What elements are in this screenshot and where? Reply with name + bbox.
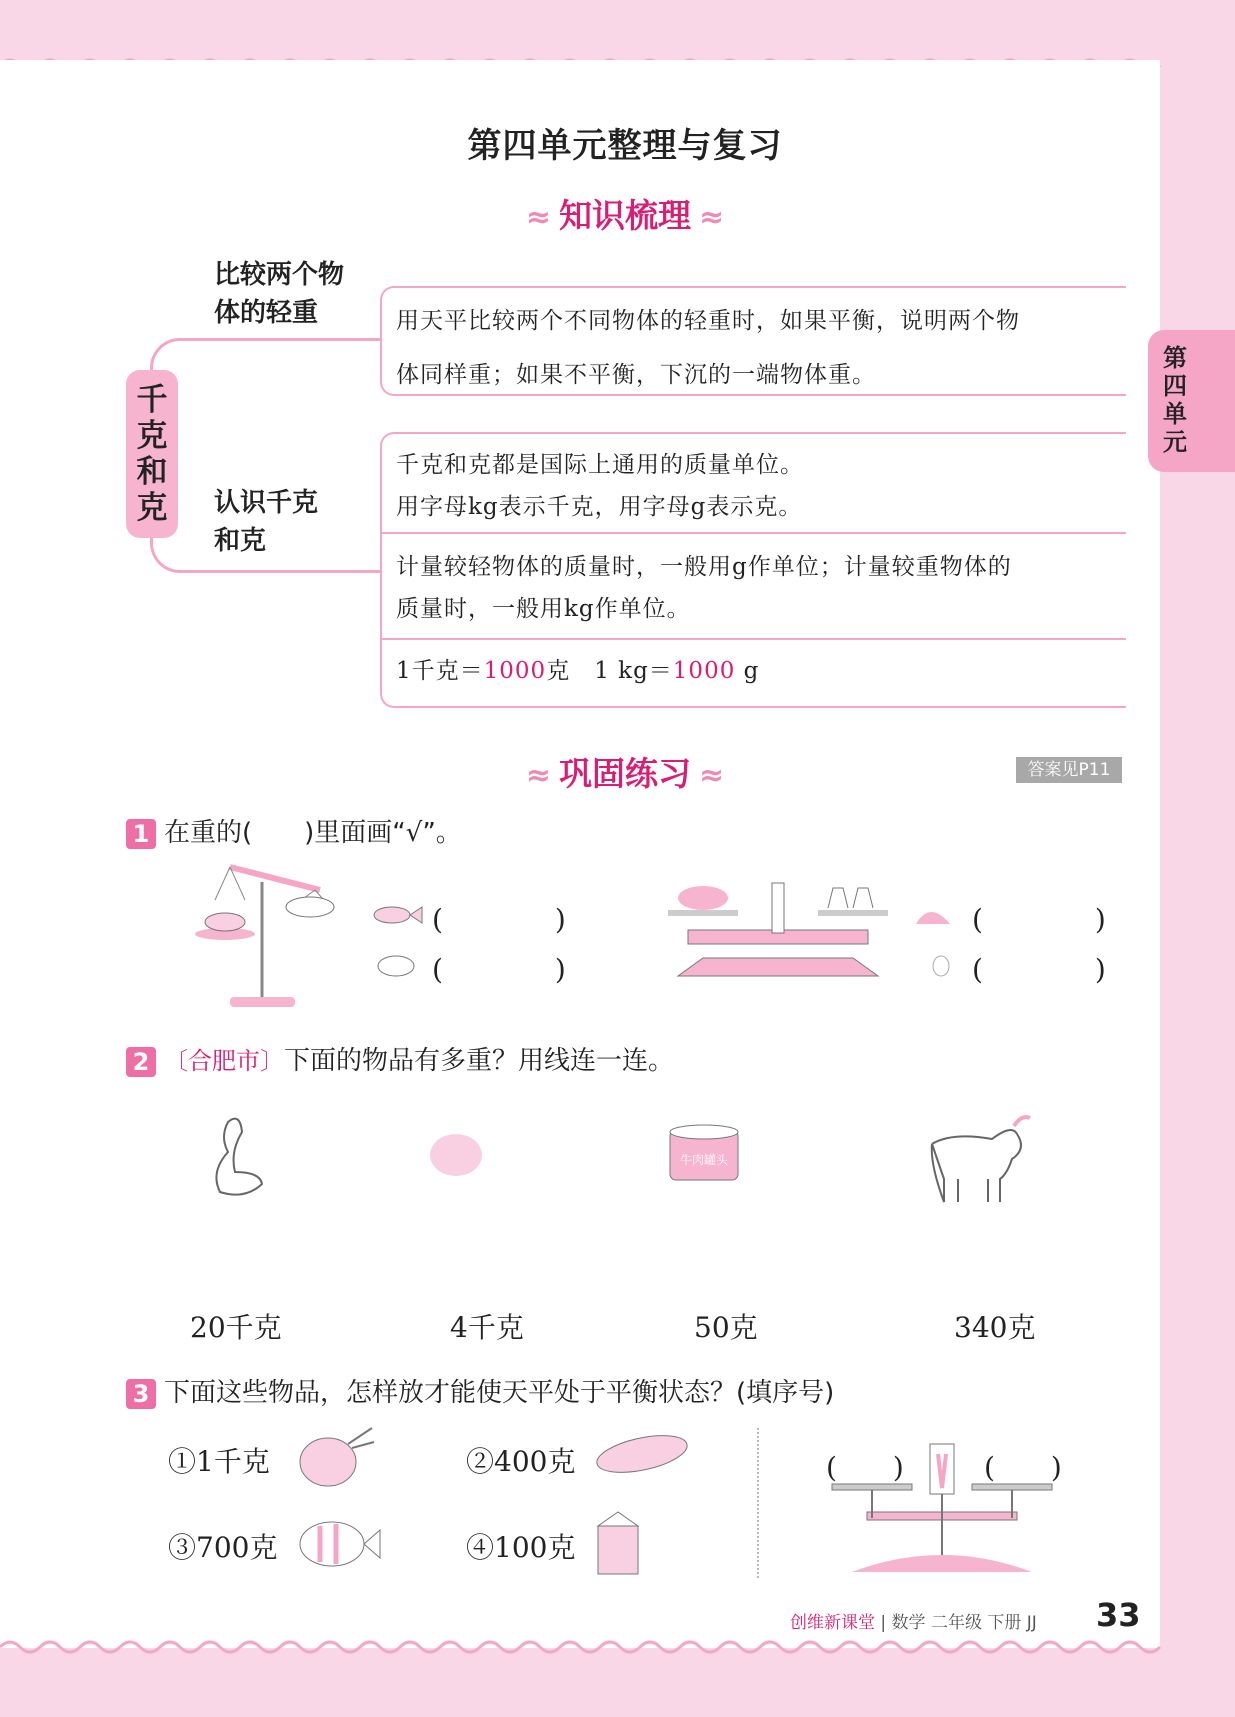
weight-option-2: 4千克 <box>450 1311 524 1344</box>
question-number: 1 <box>126 819 156 849</box>
bottom-wave-border <box>0 1632 1235 1662</box>
q3-divider <box>757 1428 759 1578</box>
question-2-text: 下面的物品有多重？用线连一连。 <box>284 1046 675 1076</box>
center-label-text: 千克和克 <box>136 382 168 526</box>
wave-deco-icon: ≈ <box>699 758 725 793</box>
weight-option-1: 20千克 <box>190 1311 282 1344</box>
branch2-row2 <box>382 534 1126 640</box>
row1-line2: 用字母kg表示千克，用字母g表示克。 <box>396 494 803 520</box>
conversion-line: 1千克＝1000克 1 kg＝1000 g <box>396 658 760 684</box>
knowledge-heading-text: 知识梳理 <box>559 196 691 235</box>
branch1-label <box>214 256 344 332</box>
mindmap-branch-top <box>150 338 383 381</box>
mindmap-center-label <box>126 370 178 538</box>
page-number: 33 <box>1096 1596 1141 1634</box>
corn-icon <box>590 1426 694 1482</box>
branch2-box <box>380 432 1126 708</box>
answer-1000-g: 1000 <box>672 658 736 684</box>
pineapple-icon <box>292 1424 376 1490</box>
goose-icon <box>200 1112 270 1204</box>
wave-deco-icon: ≈ <box>525 758 551 793</box>
goat-icon <box>922 1104 1032 1208</box>
branch2-label-line2: 和克 <box>214 526 267 556</box>
fish-icon <box>366 900 426 930</box>
branch2-label-line1: 认识千克 <box>214 488 319 518</box>
footer-brand: 创维新课堂 <box>790 1613 875 1633</box>
option-2: ②400克 <box>466 1445 576 1478</box>
can-label: 牛肉罐头 <box>679 1153 729 1167</box>
wave-deco-icon: ≈ <box>699 200 725 235</box>
q3-right-pan-blank[interactable]: ( ) <box>984 1451 1062 1484</box>
q1-answer-blank-egg[interactable]: ( ) <box>972 953 1106 986</box>
branch2-row3 <box>382 640 1126 700</box>
answer-reference-tag: 答案见P11 <box>1016 757 1122 783</box>
footer-sep: | <box>880 1613 887 1633</box>
egg-icon <box>428 1132 484 1178</box>
crab-icon <box>366 950 426 980</box>
option-4: ④100克 <box>466 1531 576 1564</box>
answer-1000-kg: 1000 <box>483 658 547 684</box>
branch1-text-line1: 用天平比较两个不同物体的轻重时，如果平衡，说明两个物 <box>396 308 1020 334</box>
unit-side-tab <box>1148 330 1235 472</box>
beef-can-icon <box>666 1122 742 1186</box>
weight-option-4: 340克 <box>954 1311 1036 1344</box>
balance-scale-icon <box>822 1438 1062 1574</box>
question-2 <box>126 1040 674 1077</box>
footer <box>790 1608 1037 1633</box>
q3-left-pan-blank[interactable]: ( ) <box>826 1451 904 1484</box>
q1-answer-blank-fish[interactable]: ( ) <box>432 903 566 936</box>
side-tab-label: 第四单元 <box>1163 344 1187 456</box>
page-title: 第四单元整理与复习 <box>467 126 783 166</box>
mushroom-icon <box>910 900 960 930</box>
wave-deco-icon: ≈ <box>525 200 551 235</box>
question-3-text: 下面这些物品，怎样放才能使天平处于平衡状态？(填序号) <box>164 1378 835 1408</box>
branch1-label-line1: 比较两个物 <box>214 260 345 290</box>
weight-option-3: 50克 <box>694 1311 758 1344</box>
branch1-text-line2: 体同样重；如果不平衡，下沉的一端物体重。 <box>396 362 876 388</box>
question-3 <box>126 1372 834 1409</box>
branch1-label-line2: 体的轻重 <box>214 298 319 328</box>
branch2-row1 <box>382 434 1126 534</box>
question-1-text: 在重的( )里面画“√”。 <box>164 818 462 848</box>
city-tag: 〔合肥市〕 <box>164 1047 284 1075</box>
platform-balance-icon <box>668 868 888 980</box>
egg-icon <box>926 950 956 980</box>
row1-line1: 千克和克都是国际上通用的质量单位。 <box>396 452 804 478</box>
q1-answer-blank-crab[interactable]: ( ) <box>432 953 566 986</box>
tropical-fish-icon <box>292 1506 382 1576</box>
branch1-box <box>380 286 1126 396</box>
knowledge-heading <box>0 190 1235 237</box>
footer-book-info: 数学 二年级 下册 JJ <box>891 1613 1037 1633</box>
option-1: ①1千克 <box>168 1445 270 1478</box>
milk-carton-icon <box>590 1508 650 1578</box>
practice-heading-text: 巩固练习 <box>559 754 691 793</box>
question-1 <box>126 812 462 849</box>
branch2-label <box>214 484 318 560</box>
question-number: 2 <box>126 1047 156 1077</box>
q1-answer-blank-mushroom[interactable]: ( ) <box>972 903 1106 936</box>
row2-line2: 质量时，一般用kg作单位。 <box>396 596 691 622</box>
question-number: 3 <box>126 1379 156 1409</box>
hanging-balance-icon <box>180 862 350 1012</box>
row2-line1: 计量较轻物体的质量时，一般用g作单位；计量较重物体的 <box>396 554 1012 580</box>
option-3: ③700克 <box>168 1531 278 1564</box>
